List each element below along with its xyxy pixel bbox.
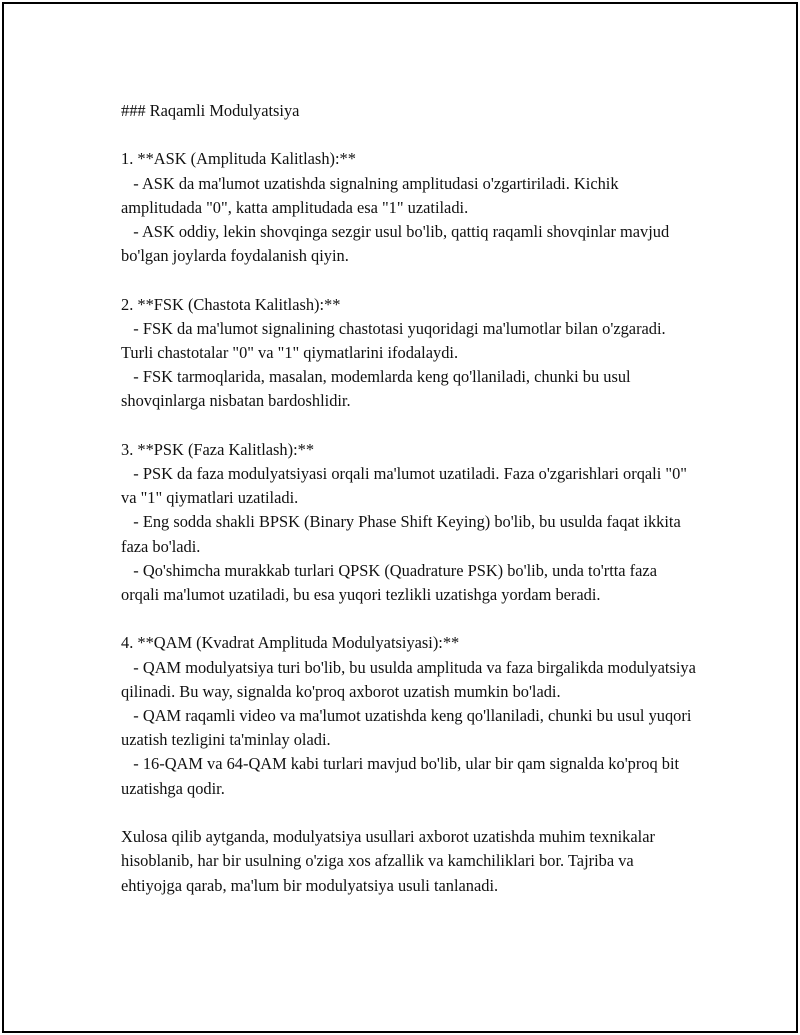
section-psk-bullet-1: - PSK da faza modulyatsiyasi orqali ma'lumot uzatiladi. Faza o'zgarishlari orqali "0" va "1" qiymatlari uzatiladi. [121,464,692,508]
conclusion-paragraph: Xulosa qilib aytganda, modulyatsiya usullari axborot uzatishda muhim texnikalar hisoblanib, har bir usulning o'ziga xos afzallik va kamchiliklari bor. Tajriba va ehtiyojga qarab, ma'lum bir modulyatsiya usuli tanlanadi. [121,827,660,895]
section-ask-bullet-2: - ASK oddiy, lekin shovqinga sezgir usul bo'lib, qattiq raqamli shovqinlar mavjud bo'lgan joylarda foydalanish qiyin. [121,222,674,266]
blank-line [121,607,696,631]
section-qam-bullet-1: - QAM modulyatsiya turi bo'lib, bu usulda amplituda va faza birgalikda modulyatsiya qilinadi. Bu way, signalda ko'proq axborot uzatish mumkin bo'ladi. [121,657,700,701]
document-body [121,99,700,898]
section-fsk-title: 2. **FSK (Chastota Kalitlash):** [121,294,341,314]
section-ask-title: 1. **ASK (Amplituda Kalitlash):** [121,149,356,169]
section-psk-bullet-2: - Eng sodda shakli BPSK (Binary Phase Shift Keying) bo'lib, bu usulda faqat ikkita faza bo'ladi. [121,512,685,556]
section-qam-title: 4. **QAM (Kvadrat Amplituda Modulyatsiyasi):** [121,633,460,653]
section-psk-bullet-3: - Qo'shimcha murakkab turlari QPSK (Quadrature PSK) bo'lib, unda to'rtta faza orqali ma'lumot uzatiladi, bu esa yuqori tezlikli uzatishga yordam beradi. [121,560,662,605]
blank-line [121,123,696,147]
document-heading: ### Raqamli Modulyatsiya [121,101,300,120]
section-qam-bullet-3: - 16-QAM va 64-QAM kabi turlari mavjud bo'lib, ular bir qam signalda ko'proq bit uzatishga qodir. [121,754,684,798]
page-frame [2,2,798,1033]
section-fsk-bullet-2: - FSK tarmoqlarida, masalan, modemlarda keng qo'llaniladi, chunki bu usul shovqinlarga nisbatan bardoshlidir. [121,367,635,411]
blank-line [121,268,696,292]
section-fsk-bullet-1: - FSK da ma'lumot signalining chastotasi yuqoridagi ma'lumotlar bilan o'zgaradi. Turli chastotalar "0" va "1" qiymatlarini ifodalaydi. [121,318,670,363]
section-qam-bullet-2: - QAM raqamli video va ma'lumot uzatishda keng qo'llaniladi, chunki bu usul yuqori uzatish tezligini ta'minlay oladi. [121,706,696,750]
blank-line [121,801,696,825]
section-ask-bullet-1: - ASK da ma'lumot uzatishda signalning amplitudasi o'zgartiriladi. Kichik amplitudada "0", katta amplitudada esa "1" uzatiladi. [121,173,623,217]
blank-line [121,414,696,438]
section-psk-title: 3. **PSK (Faza Kalitlash):** [121,439,315,459]
